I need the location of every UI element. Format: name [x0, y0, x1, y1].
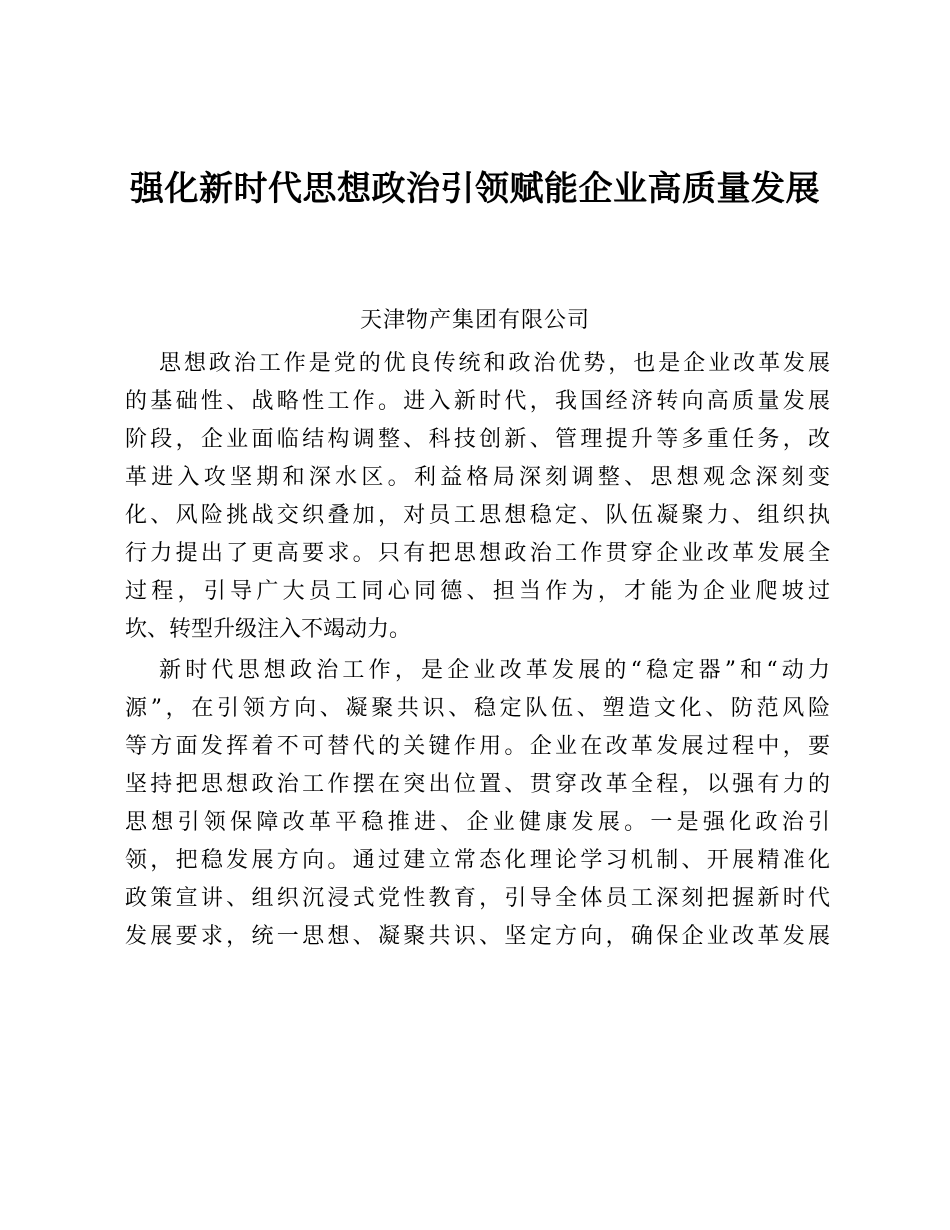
text-line: 发展要求，统一思想、凝聚共识、坚定方向，确保企业改革发展 — [125, 924, 830, 949]
text-line: 政策宣讲、组织沉浸式党性教育，引导全体员工深刻把握新时代 — [125, 886, 830, 911]
text-line: 化、风险挑战交织叠加，对员工思想稳定、队伍凝聚力、组织执 — [125, 503, 830, 528]
document-author: 天津物产集团有限公司 — [359, 308, 590, 333]
text-line: 过程，引导广大员工同心同德、担当作为，才能为企业爬坡过 — [125, 579, 830, 604]
text-line: 新时代思想政治工作，是企业改革发展的“稳定器”和“动力 — [159, 658, 830, 683]
text-line: 源”，在引领方向、凝聚共识、稳定队伍、塑造文化、防范风险 — [125, 696, 830, 721]
paragraph-2 — [125, 652, 830, 956]
document-body — [125, 345, 830, 956]
text-line: 行力提出了更高要求。只有把思想政治工作贯穿企业改革发展全 — [125, 541, 830, 566]
text-line: 领，把稳发展方向。通过建立常态化理论学习机制、开展精准化 — [125, 848, 830, 873]
text-line: 坎、转型升级注入不竭动力。 — [125, 617, 412, 642]
text-line: 阶段，企业面临结构调整、科技创新、管理提升等多重任务，改 — [125, 427, 830, 452]
text-line: 等方面发挥着不可替代的关键作用。企业在改革发展过程中，要 — [125, 734, 830, 759]
document-title: 强化新时代思想政治引领赋能企业高质量发展 — [130, 169, 820, 209]
text-line: 的基础性、战略性工作。进入新时代，我国经济转向高质量发展 — [125, 389, 830, 414]
text-line: 思想引领保障改革平稳推进、企业健康发展。一是强化政治引 — [125, 810, 830, 835]
text-line: 坚持把思想政治工作摆在突出位置、贯穿改革全程，以强有力的 — [125, 772, 830, 797]
paragraph-1 — [125, 345, 830, 649]
text-line: 思想政治工作是党的优良传统和政治优势，也是企业改革发展 — [159, 351, 830, 376]
text-line: 革进入攻坚期和深水区。利益格局深刻调整、思想观念深刻变 — [125, 465, 830, 490]
